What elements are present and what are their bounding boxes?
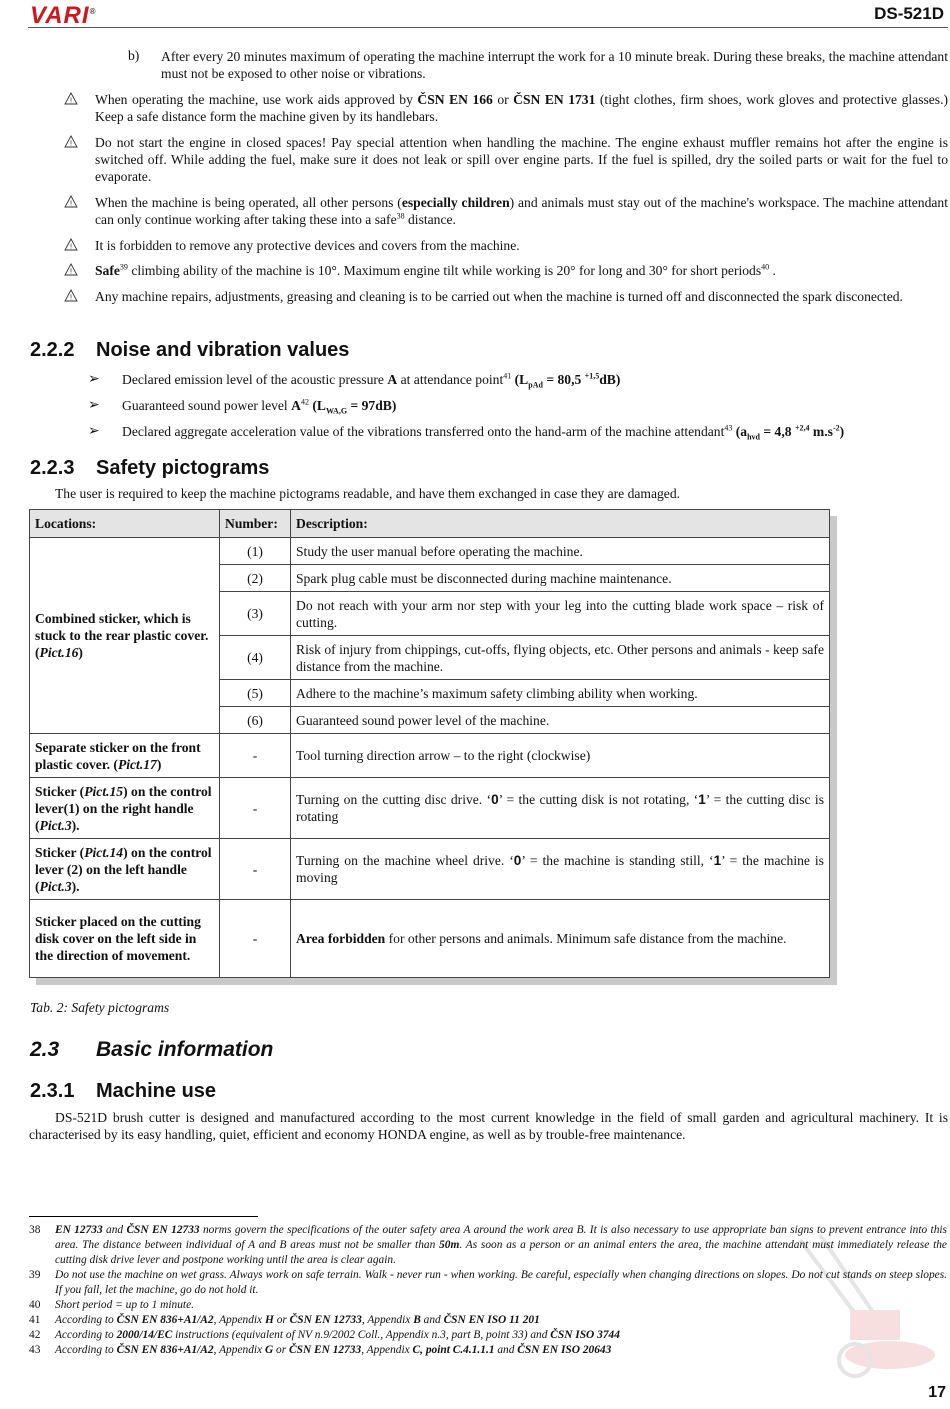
section-heading-basic-info: 2.3 Basic information: [30, 1038, 274, 1061]
footnote-43: 43 According to ČSN EN 836+A1/A2, Appendix G or ČSN EN 12733, Appendix C, point C.4.1.1.1 and ČSN EN ISO 20643: [29, 1344, 612, 1356]
pictogram-description: Guaranteed sound power level of the machine.: [291, 707, 830, 734]
table-header-row: [30, 510, 830, 538]
pictogram-description: Spark plug cable must be disconnected during machine maintenance.: [291, 565, 830, 592]
footnote-38: 38 EN 12733 and ČSN EN 12733 norms govern the specifications of the outer safety area A around the work area B. It is also necessary to use appropriate ban signs to prevent entrance into this area. The distance between individual of A and B areas must not be smaller than 50m. As soon as a person or an animal enters the area, the machine attendant must immediately release the cutting disk drive lever and postpone working until the area is clear again.: [29, 1224, 947, 1266]
pictogram-number: (2): [220, 565, 291, 592]
warning-engine: Do not start the engine in closed spaces! Pay special attention when handling the machine. The engine exhaust muffler remains hot after the engine is switched off. While adding the fuel, make sure it does not leak or spill over engine parts. If the fuel is spilled, dry the soiled parts or wait for the fuel to evaporate.: [95, 135, 948, 184]
noise-vibration: Declared aggregate acceleration value of the vibrations transferred onto the hand-arm of the machine attendant$^{43}$ ($a_{hvd} = 4,8$ $^{+2,4}$ $m.s^{-2}$): [122, 423, 845, 442]
pictogram-number: (1): [220, 538, 291, 565]
list-marker-b: b): [128, 48, 140, 63]
pictogram-number: (3): [220, 592, 291, 636]
vari-logo: VARI®: [30, 2, 97, 29]
warning-icon: [64, 263, 78, 276]
pictogram-number: -: [220, 734, 291, 778]
footnote-rule: [29, 1216, 258, 1217]
pictograms-intro: The user is required to keep the machine pictograms readable, and have them exchanged in case they are damaged.: [55, 486, 681, 501]
arrow-bullet-icon: ➢: [88, 398, 100, 413]
location-disk-cover-sticker: Sticker placed on the cutting disk cover on the left side in the direction of movement.: [30, 900, 220, 978]
pictogram-number: (6): [220, 707, 291, 734]
section-heading-noise: 2.2.2 Noise and vibration values: [30, 339, 350, 361]
noise-pressure-level: Declared emission level of the acoustic pressure A at attendance point$^{41}$ ($L_{pAd} = 80,5$ $^{+1,5}$dB): [122, 371, 621, 390]
pictogram-description: Do not reach with your arm nor step with your leg into the cutting blade work space – risk of cutting.: [291, 592, 830, 636]
pictogram-number: -: [220, 778, 291, 839]
table-row: [30, 778, 830, 839]
svg-text:!: !: [69, 139, 73, 148]
footnote-40: 40 Short period = up to 1 minute.: [29, 1299, 194, 1311]
warning-icon: [64, 92, 78, 105]
pictogram-description: Study the user manual before operating the machine.: [291, 538, 830, 565]
header-rule: [28, 27, 948, 28]
svg-text:!: !: [69, 199, 73, 208]
pictogram-number: (5): [220, 680, 291, 707]
location-left-lever-sticker: Sticker (Pict.14) on the control lever (2) on the left handle (Pict.3).: [30, 839, 220, 900]
pictogram-description: Area forbidden for other persons and animals. Minimum safe distance from the machine.: [291, 900, 830, 978]
table-row: [30, 839, 830, 900]
location-separate-sticker: Separate sticker on the front plastic cover. (Pict.17): [30, 734, 220, 778]
svg-text:!: !: [69, 96, 73, 105]
column-header-number: Number:: [220, 510, 291, 538]
svg-text:!: !: [69, 293, 73, 302]
pictogram-number: (4): [220, 636, 291, 680]
location-combined-sticker: Combined sticker, which is stuck to the rear plastic cover. (Pict.16): [30, 538, 220, 734]
warning-work-aids: When operating the machine, use work aids approved by ČSN EN 166 or ČSN EN 1731 (tight clothes, firm shoes, work gloves and protective glasses.) Keep a safe distance form the machine given by its handlebars.: [95, 92, 949, 124]
warning-icon: [64, 195, 78, 208]
table-row: [30, 538, 830, 565]
warning-repairs: Any machine repairs, adjustments, greasing and cleaning is to be carried out when the machine is turned off and disconnected the spark disconected.: [95, 289, 903, 304]
pictogram-description: Turning on the cutting disc drive. ‘0’ = the cutting disk is not rotating, ‘1’ = the cutting disc is rotating: [291, 778, 830, 839]
location-right-lever-sticker: Sticker (Pict.15) on the control lever(1) on the right handle (Pict.3).: [30, 778, 220, 839]
footnote-41: 41 According to ČSN EN 836+A1/A2, Appendix H or ČSN EN 12733, Appendix B and ČSN EN ISO 11 201: [29, 1314, 540, 1326]
break-instruction: After every 20 minutes maximum of operating the machine interrupt the work for a 10 minute break. During these breaks, the machine attendant must not be exposed to other noise or vibrations.: [161, 49, 948, 81]
section-heading-pictograms: 2.2.3 Safety pictograms: [30, 457, 270, 479]
pictogram-description: Adhere to the machine’s maximum safety climbing ability when working.: [291, 680, 830, 707]
table-row: [30, 734, 830, 778]
page-number: 17: [928, 1384, 946, 1401]
footnote-42: 42 According to 2000/14/EC instructions (equivalent of NV n.9/2002 Coll., Appendix n.3, part B, point 33) and ČSN ISO 3744: [29, 1329, 620, 1341]
section-heading-machine-use: 2.3.1 Machine use: [30, 1080, 217, 1102]
pictogram-number: -: [220, 839, 291, 900]
column-header-locations: Locations:: [30, 510, 220, 538]
svg-text:!: !: [69, 267, 73, 276]
pictogram-description: Risk of injury from chippings, cut-offs, flying objects, etc. Other persons and animals - keep safe distance from the machine.: [291, 636, 830, 680]
pictogram-description: Turning on the machine wheel drive. ‘0’ = the machine is standing still, ‘1’ = the machine is moving: [291, 839, 830, 900]
table-row: [30, 900, 830, 978]
machine-use-text: DS-521D brush cutter is designed and manufactured according to the most current knowledge in the field of small garden and agricultural machinery. It is characterised by its easy handling, quiet, efficient and economy HONDA engine, as well as by trouble-free maintenance.: [29, 1110, 948, 1142]
table-caption: Tab. 2: Safety pictograms: [30, 1000, 170, 1015]
arrow-bullet-icon: ➢: [88, 372, 100, 387]
pictograms-table: [29, 509, 830, 978]
noise-sound-power: Guaranteed sound power level $A^{42}$ $(L_{WA,G} = 97dB)$: [122, 397, 397, 416]
arrow-bullet-icon: ➢: [88, 424, 100, 439]
brush-cutter-watermark-icon: [780, 1230, 940, 1390]
column-header-description: Description:: [291, 510, 830, 538]
warning-icon: [64, 238, 78, 251]
warning-persons: When the machine is being operated, all other persons (especially children) and animals must stay out of the machine's workspace. The machine attendant can only continue working after taking these into a safe$^{38}$ distance.: [95, 195, 948, 227]
warning-climbing: Safe$^{39}$ climbing ability of the machine is 10°. Maximum engine tilt while working is 20° for long and 30° for short periods$^{40}$ .: [95, 262, 776, 278]
pictogram-description: Tool turning direction arrow – to the right (clockwise): [291, 734, 830, 778]
warning-icon: [64, 289, 78, 302]
model-number: DS-521D: [874, 4, 944, 23]
warning-covers: It is forbidden to remove any protective devices and covers from the machine.: [95, 238, 520, 253]
svg-text:!: !: [69, 242, 73, 251]
pictogram-number: -: [220, 900, 291, 978]
warning-icon: [64, 135, 78, 148]
footnote-39: 39 Do not use the machine on wet grass. Always work on safe terrain. Walk - never run - when working. Be careful, especially when changing directions on slopes. Do not cut stands on steep slopes. If you fall, let the machine, go do not hold it.: [29, 1269, 947, 1296]
